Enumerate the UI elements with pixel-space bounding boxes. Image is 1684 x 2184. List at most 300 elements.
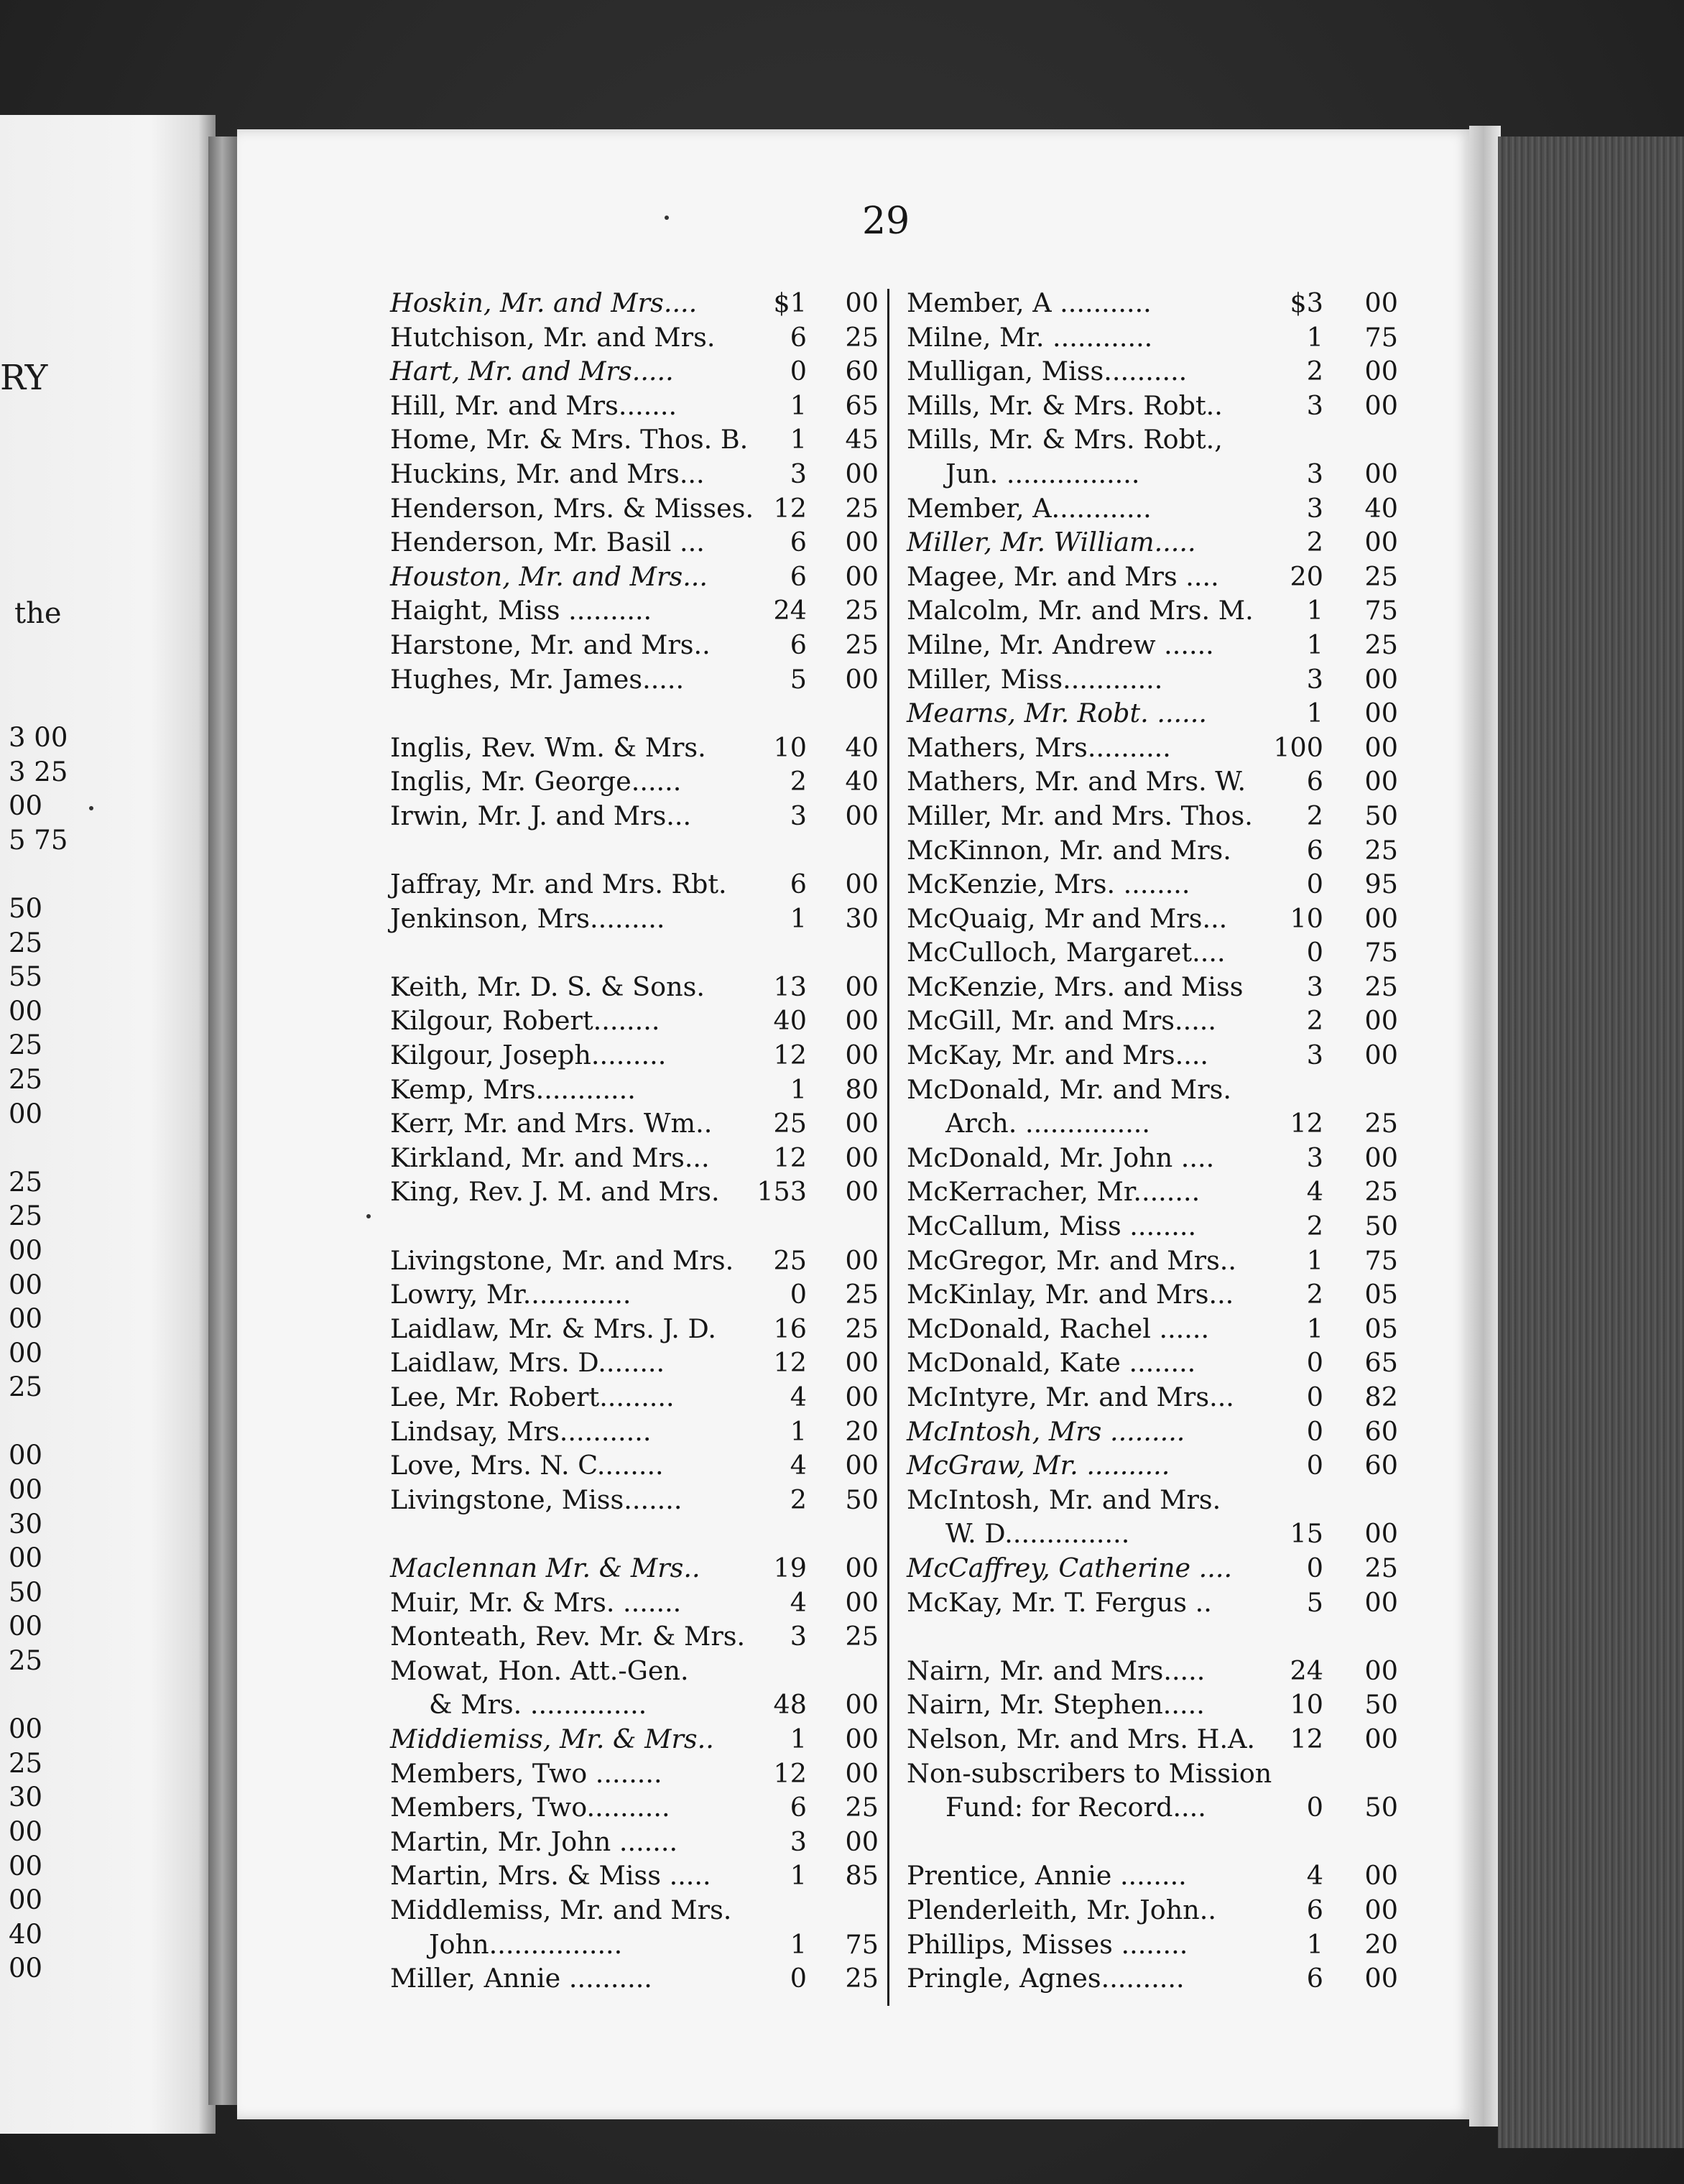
subscriber-list-right-column xyxy=(907,286,1402,1996)
subscriber-entry xyxy=(907,1380,1402,1415)
amount-cents: 00 xyxy=(845,1244,879,1276)
subscriber-name: McKay, Mr. and Mrs.... xyxy=(907,1040,1209,1071)
amount-cents: 00 xyxy=(845,527,879,558)
amount-cents: 00 xyxy=(845,1552,879,1583)
amount-cents: 95 xyxy=(1364,869,1398,900)
subscriber-entry xyxy=(390,525,879,560)
subscriber-name: Member, A............ xyxy=(907,492,1152,524)
amount-cents: 00 xyxy=(1364,1040,1398,1071)
subscriber-name: Muir, Mr. & Mrs. ....... xyxy=(390,1586,682,1618)
amount-cents: 85 xyxy=(845,1860,879,1892)
amount-cents: 00 xyxy=(845,1689,879,1721)
subscriber-name: McDonald, Rachel ...... xyxy=(907,1313,1210,1344)
subscriber-entry xyxy=(907,764,1402,799)
amount-dollars: 40 xyxy=(773,1005,807,1037)
print-speck xyxy=(665,216,669,220)
subscriber-name: Members, Two.......... xyxy=(390,1792,670,1823)
subscriber-name: Henderson, Mrs. & Misses. xyxy=(390,492,754,524)
amount-dollars: 1 xyxy=(790,1928,807,1960)
amount-cents: 75 xyxy=(1364,321,1398,353)
amount-dollars: 6 xyxy=(790,527,807,558)
amount-dollars: 0 xyxy=(1306,869,1323,900)
amount-cents: 25 xyxy=(845,1279,879,1310)
subscriber-name: Milne, Mr. Andrew ...... xyxy=(907,629,1214,660)
subscriber-entry xyxy=(907,1688,1402,1722)
amount-dollars: 24 xyxy=(773,595,807,626)
amount-cents: 00 xyxy=(845,458,879,489)
subscriber-name: Miller, Miss............ xyxy=(907,663,1163,695)
left-page-amount: 00 xyxy=(9,1234,43,1266)
book-page-block xyxy=(1498,136,1684,2148)
amount-dollars: 0 xyxy=(1306,1347,1323,1379)
amount-dollars: 1 xyxy=(1306,595,1323,626)
subscriber-entry xyxy=(907,1551,1402,1586)
amount-dollars: 6 xyxy=(790,321,807,353)
subscriber-entry xyxy=(907,628,1402,662)
amount-cents: 05 xyxy=(1364,1313,1398,1344)
subscriber-name: Mathers, Mrs.......... xyxy=(907,731,1171,763)
amount-dollars: 12 xyxy=(1290,1723,1323,1754)
amount-cents: 25 xyxy=(845,595,879,626)
amount-dollars: 4 xyxy=(1306,1860,1323,1892)
subscriber-entry xyxy=(390,1961,879,1996)
subscriber-entry xyxy=(907,320,1402,355)
left-page-amount: 00 xyxy=(9,1611,43,1642)
subscriber-name: McKinlay, Mr. and Mrs... xyxy=(907,1279,1234,1310)
amount-cents: 30 xyxy=(845,902,879,934)
subscriber-entry xyxy=(390,1722,879,1757)
amount-dollars: 1 xyxy=(790,902,807,934)
subscriber-name: Arch. ............... xyxy=(945,1108,1150,1139)
subscriber-name: Keith, Mr. D. S. & Sons. xyxy=(390,971,705,1002)
left-page-amount xyxy=(9,1131,59,1165)
subscriber-name: Member, A ........... xyxy=(907,287,1152,318)
left-page-amount: 00 xyxy=(9,1884,43,1916)
subscriber-entry xyxy=(390,1928,879,1962)
amount-cents: 00 xyxy=(1364,1586,1398,1618)
subscriber-entry xyxy=(390,1619,879,1654)
subscriber-entry xyxy=(907,662,1402,697)
subscriber-name: W. D............... xyxy=(945,1518,1130,1550)
amount-dollars: 100 xyxy=(1273,731,1323,763)
amount-dollars: 2 xyxy=(1306,1211,1323,1242)
subscriber-name: Lowry, Mr............. xyxy=(390,1279,632,1310)
amount-cents: 25 xyxy=(845,1792,879,1823)
subscriber-name: Nairn, Mr. Stephen..... xyxy=(907,1689,1205,1721)
subscriber-name: Martin, Mr. John ....... xyxy=(390,1826,678,1857)
amount-dollars: 2 xyxy=(1306,1279,1323,1310)
left-page-amount: 55 xyxy=(9,961,43,993)
subscriber-name: & Mrs. .............. xyxy=(429,1689,647,1721)
left-page-amount: 00 xyxy=(9,1269,43,1300)
section-spacer xyxy=(907,1825,1402,1859)
amount-dollars: 1 xyxy=(790,424,807,455)
subscriber-name: Livingstone, Miss....... xyxy=(390,1484,683,1515)
subscriber-name: Mills, Mr. & Mrs. Robt., xyxy=(907,424,1223,455)
subscriber-name: Mills, Mr. & Mrs. Robt.. xyxy=(907,389,1223,421)
subscriber-entry xyxy=(390,1244,879,1278)
subscriber-entry xyxy=(907,1312,1402,1346)
left-page-amount: 00 xyxy=(9,1953,43,1984)
subscriber-name: Phillips, Misses ........ xyxy=(907,1928,1188,1960)
subscriber-entry xyxy=(907,935,1402,970)
amount-cents: 25 xyxy=(1364,1176,1398,1208)
amount-cents: 00 xyxy=(1364,1894,1398,1925)
amount-cents: 00 xyxy=(1364,902,1398,934)
amount-dollars: 2 xyxy=(1306,800,1323,831)
subscriber-name: Mowat, Hon. Att.-Gen. xyxy=(390,1655,689,1686)
subscriber-entry xyxy=(390,1415,879,1449)
subscriber-name: Mulligan, Miss.......... xyxy=(907,356,1188,387)
print-speck xyxy=(89,806,93,810)
amount-cents: 25 xyxy=(1364,834,1398,866)
subscriber-name: Middlemiss, Mr. and Mrs. xyxy=(390,1894,732,1925)
amount-cents: 00 xyxy=(1364,527,1398,558)
subscriber-entry xyxy=(390,593,879,628)
subscriber-entry xyxy=(907,422,1402,457)
amount-dollars: 4 xyxy=(790,1450,807,1481)
subscriber-name: Kemp, Mrs............ xyxy=(390,1073,636,1105)
subscriber-entry xyxy=(907,1277,1402,1312)
subscriber-entry xyxy=(390,1004,879,1038)
amount-cents: 60 xyxy=(1364,1415,1398,1447)
subscriber-entry xyxy=(907,1038,1402,1073)
subscriber-name: McCallum, Miss ........ xyxy=(907,1211,1197,1242)
amount-dollars: 3 xyxy=(1306,492,1323,524)
subscriber-name: McKinnon, Mr. and Mrs. xyxy=(907,834,1231,866)
amount-dollars: 13 xyxy=(773,971,807,1002)
amount-dollars: 16 xyxy=(773,1313,807,1344)
amount-cents: 00 xyxy=(1364,1142,1398,1173)
amount-dollars: 0 xyxy=(1306,937,1323,968)
subscriber-name: Houston, Mr. and Mrs... xyxy=(390,560,708,592)
amount-cents: 75 xyxy=(845,1928,879,1960)
subscriber-name: Members, Two ........ xyxy=(390,1757,662,1789)
left-page-amount: 00 xyxy=(9,1713,43,1745)
amount-cents: 00 xyxy=(845,287,879,318)
amount-dollars: 6 xyxy=(790,869,807,900)
amount-dollars: 6 xyxy=(1306,1963,1323,1994)
subscriber-entry xyxy=(907,525,1402,560)
subscriber-name: Magee, Mr. and Mrs .... xyxy=(907,560,1219,592)
subscriber-entry xyxy=(907,389,1402,423)
amount-cents: 75 xyxy=(1364,937,1398,968)
subscriber-entry xyxy=(390,1175,879,1209)
subscriber-entry xyxy=(390,1312,879,1346)
subscriber-entry xyxy=(907,1175,1402,1209)
amount-dollars: $1 xyxy=(773,287,807,318)
amount-dollars: 4 xyxy=(790,1382,807,1412)
left-page-amount: 40 xyxy=(9,1918,43,1950)
amount-dollars: 1 xyxy=(790,389,807,421)
print-speck xyxy=(366,1214,371,1218)
section-spacer xyxy=(390,1517,879,1551)
left-page-amount: 25 xyxy=(9,1645,43,1677)
subscriber-entry xyxy=(390,1483,879,1517)
left-page-amount: 50 xyxy=(9,892,43,924)
amount-cents: 00 xyxy=(845,663,879,695)
subscriber-name: Mathers, Mr. and Mrs. W. xyxy=(907,766,1246,797)
amount-dollars: 25 xyxy=(773,1244,807,1276)
amount-cents: 00 xyxy=(845,1347,879,1379)
subscriber-name: McKerracher, Mr........ xyxy=(907,1176,1200,1208)
amount-dollars: 1 xyxy=(1306,698,1323,729)
amount-dollars: 3 xyxy=(790,1826,807,1857)
amount-dollars: 24 xyxy=(1290,1655,1323,1686)
subscriber-entry xyxy=(907,1654,1402,1688)
amount-cents: 00 xyxy=(845,971,879,1002)
amount-dollars: 1 xyxy=(790,1415,807,1447)
left-page-amount: 00 xyxy=(9,1098,43,1129)
subscriber-name: Livingstone, Mr. and Mrs. xyxy=(390,1244,734,1276)
subscriber-entry xyxy=(907,457,1402,491)
subscriber-name: Jun. ................ xyxy=(945,458,1140,489)
amount-dollars: 3 xyxy=(790,458,807,489)
amount-cents: 50 xyxy=(1364,1211,1398,1242)
left-page-amount: 25 xyxy=(9,1200,43,1232)
subscriber-name: Middiemiss, Mr. & Mrs.. xyxy=(390,1723,714,1754)
left-page-amount xyxy=(9,1405,59,1439)
left-page-heading-fragment: RY xyxy=(0,358,48,398)
amount-cents: 00 xyxy=(845,1040,879,1071)
left-page-amount: 00 xyxy=(9,1816,43,1847)
amount-cents: 25 xyxy=(1364,560,1398,592)
amount-cents: 00 xyxy=(1364,1860,1398,1892)
amount-cents: 25 xyxy=(845,321,879,353)
amount-dollars: 0 xyxy=(1306,1415,1323,1447)
amount-dollars: 153 xyxy=(757,1176,807,1208)
subscriber-name: Nelson, Mr. and Mrs. H.A. xyxy=(907,1723,1256,1754)
amount-dollars: 2 xyxy=(1306,356,1323,387)
subscriber-name: Home, Mr. & Mrs. Thos. B. xyxy=(390,424,749,455)
subscriber-entry xyxy=(907,1790,1402,1825)
left-page-amount: 30 xyxy=(9,1508,43,1540)
amount-dollars: 12 xyxy=(773,1757,807,1789)
amount-dollars: 6 xyxy=(1306,834,1323,866)
amount-cents: 60 xyxy=(845,356,879,387)
amount-dollars: 1 xyxy=(1306,321,1323,353)
subscriber-entry xyxy=(907,354,1402,389)
amount-cents: 00 xyxy=(1364,1005,1398,1037)
subscriber-name: McKay, Mr. T. Fergus .. xyxy=(907,1586,1212,1618)
amount-cents: 00 xyxy=(1364,1518,1398,1550)
subscriber-name: Plenderleith, Mr. John.. xyxy=(907,1894,1216,1925)
subscriber-name: Fund: for Record.... xyxy=(945,1792,1206,1823)
subscriber-name: Hill, Mr. and Mrs....... xyxy=(390,389,677,421)
amount-cents: 00 xyxy=(845,1586,879,1618)
subscriber-name: Miller, Annie .......... xyxy=(390,1963,652,1994)
subscriber-entry xyxy=(907,1004,1402,1038)
subscriber-entry xyxy=(390,1073,879,1107)
subscriber-name: Kerr, Mr. and Mrs. Wm.. xyxy=(390,1108,713,1139)
amount-dollars: 12 xyxy=(1290,1108,1323,1139)
subscriber-entry xyxy=(907,1209,1402,1244)
subscriber-entry xyxy=(907,1859,1402,1893)
left-page-amounts xyxy=(9,721,68,1986)
amount-cents: 00 xyxy=(845,800,879,831)
amount-cents: 82 xyxy=(1364,1382,1398,1412)
subscriber-name: Kirkland, Mr. and Mrs... xyxy=(390,1142,710,1173)
subscriber-name: Laidlaw, Mr. & Mrs. J. D. xyxy=(390,1313,717,1344)
subscriber-entry xyxy=(390,1688,879,1722)
amount-dollars: 3 xyxy=(1306,1142,1323,1173)
amount-cents: 40 xyxy=(845,731,879,763)
amount-cents: 00 xyxy=(845,1757,879,1789)
amount-cents: 00 xyxy=(845,1142,879,1173)
subscriber-name: Jenkinson, Mrs......... xyxy=(390,902,665,934)
amount-cents: 45 xyxy=(845,424,879,455)
subscriber-entry xyxy=(390,764,879,799)
subscriber-entry xyxy=(390,354,879,389)
subscriber-entry xyxy=(390,628,879,662)
subscriber-name: McIntosh, Mrs ......... xyxy=(907,1415,1185,1447)
amount-dollars: 48 xyxy=(773,1689,807,1721)
amount-cents: 00 xyxy=(1364,663,1398,695)
subscriber-name: McDonald, Kate ........ xyxy=(907,1347,1196,1379)
subscriber-name: Henderson, Mr. Basil ... xyxy=(390,527,705,558)
amount-dollars: 4 xyxy=(1306,1176,1323,1208)
subscriber-name: Pringle, Agnes.......... xyxy=(907,1963,1185,1994)
subscriber-entry xyxy=(907,1106,1402,1141)
amount-cents: 75 xyxy=(1364,595,1398,626)
subscriber-name: McGraw, Mr. .......... xyxy=(907,1450,1170,1481)
amount-cents: 25 xyxy=(1364,629,1398,660)
amount-dollars: 1 xyxy=(790,1860,807,1892)
subscriber-entry xyxy=(390,1380,879,1415)
amount-dollars: 3 xyxy=(1306,389,1323,421)
subscriber-entry xyxy=(907,1517,1402,1551)
subscriber-name: McKenzie, Mrs. and Miss xyxy=(907,971,1244,1002)
subscriber-entry xyxy=(907,1483,1402,1517)
amount-dollars: 3 xyxy=(1306,663,1323,695)
amount-cents: 25 xyxy=(845,1313,879,1344)
subscriber-entry xyxy=(907,1928,1402,1962)
left-page-text-fragment: the xyxy=(14,597,62,630)
left-page-amount: 00 xyxy=(9,995,43,1027)
left-page-amount: 3 25 xyxy=(9,756,68,787)
amount-dollars: 6 xyxy=(1306,1894,1323,1925)
subscriber-entry xyxy=(390,320,879,355)
amount-cents: 00 xyxy=(845,1108,879,1139)
amount-cents: 00 xyxy=(845,869,879,900)
subscriber-name: Huckins, Mr. and Mrs... xyxy=(390,458,705,489)
amount-cents: 00 xyxy=(1364,287,1398,318)
subscriber-entry xyxy=(390,1790,879,1825)
subscriber-entry xyxy=(390,1654,879,1688)
amount-dollars: 6 xyxy=(790,560,807,592)
amount-dollars: 10 xyxy=(1290,1689,1323,1721)
amount-dollars: 1 xyxy=(790,1723,807,1754)
left-page-amount: 00 xyxy=(9,1474,43,1506)
amount-dollars: 19 xyxy=(773,1552,807,1583)
subscriber-name: McIntyre, Mr. and Mrs... xyxy=(907,1382,1234,1412)
amount-cents: 20 xyxy=(845,1415,879,1447)
amount-dollars: 10 xyxy=(1290,902,1323,934)
amount-cents: 00 xyxy=(845,560,879,592)
amount-dollars: 5 xyxy=(1306,1586,1323,1618)
amount-dollars: 0 xyxy=(790,1279,807,1310)
subscriber-name: McGregor, Mr. and Mrs.. xyxy=(907,1244,1237,1276)
amount-dollars: 3 xyxy=(1306,971,1323,1002)
subscriber-entry xyxy=(390,1038,879,1073)
amount-cents: 00 xyxy=(1364,766,1398,797)
amount-dollars: 1 xyxy=(1306,1313,1323,1344)
amount-cents: 00 xyxy=(1364,458,1398,489)
subscriber-entry xyxy=(390,560,879,594)
subscriber-name: Maclennan Mr. & Mrs.. xyxy=(390,1552,700,1583)
subscriber-entry xyxy=(390,731,879,765)
subscriber-entry xyxy=(390,1551,879,1586)
subscriber-entry xyxy=(907,593,1402,628)
section-spacer xyxy=(390,935,879,970)
subscriber-entry xyxy=(907,1586,1402,1620)
subscriber-entry xyxy=(907,1893,1402,1928)
subscriber-name: Haight, Miss .......... xyxy=(390,595,652,626)
left-page-amount xyxy=(9,1678,59,1713)
subscriber-name: McKenzie, Mrs. ........ xyxy=(907,869,1190,900)
amount-cents: 50 xyxy=(1364,800,1398,831)
left-page-amount: 5 75 xyxy=(9,824,68,856)
subscriber-name: Prentice, Annie ........ xyxy=(907,1860,1187,1892)
amount-cents: 75 xyxy=(1364,1244,1398,1276)
amount-cents: 25 xyxy=(1364,971,1398,1002)
subscriber-entry xyxy=(907,1141,1402,1175)
subscriber-entry xyxy=(907,560,1402,594)
column-divider xyxy=(887,289,889,2006)
left-page-amount: 25 xyxy=(9,1063,43,1095)
subscriber-name: McDonald, Mr. and Mrs. xyxy=(907,1073,1231,1105)
amount-dollars: 5 xyxy=(790,663,807,695)
amount-cents: 00 xyxy=(1364,698,1398,729)
subscriber-entry xyxy=(390,1106,879,1141)
subscriber-entry xyxy=(907,1415,1402,1449)
left-page-amount: 00 xyxy=(9,1440,43,1471)
page-number: 29 xyxy=(862,200,910,243)
amount-cents: 20 xyxy=(1364,1928,1398,1960)
subscriber-entry xyxy=(390,1859,879,1893)
amount-dollars: 2 xyxy=(790,766,807,797)
subscriber-name: Love, Mrs. N. C........ xyxy=(390,1450,664,1481)
left-page-amount: 00 xyxy=(9,1850,43,1882)
subscriber-name: Kilgour, Joseph......... xyxy=(390,1040,667,1071)
amount-dollars: 0 xyxy=(1306,1382,1323,1412)
amount-dollars: 12 xyxy=(773,1142,807,1173)
subscriber-name: Non-subscribers to Mission xyxy=(907,1757,1272,1789)
subscriber-name: McGill, Mr. and Mrs..... xyxy=(907,1005,1217,1037)
subscriber-name: McQuaig, Mr and Mrs... xyxy=(907,902,1228,934)
amount-dollars: 12 xyxy=(773,1040,807,1071)
subscriber-name: Lindsay, Mrs........... xyxy=(390,1415,652,1447)
subscriber-entry xyxy=(907,799,1402,833)
amount-dollars: 10 xyxy=(773,731,807,763)
subscriber-name: Harstone, Mr. and Mrs.. xyxy=(390,629,711,660)
amount-cents: 25 xyxy=(845,492,879,524)
amount-cents: 00 xyxy=(1364,356,1398,387)
subscriber-entry xyxy=(907,1961,1402,1996)
amount-cents: 25 xyxy=(845,629,879,660)
amount-cents: 00 xyxy=(845,1723,879,1754)
subscriber-entry xyxy=(907,1244,1402,1278)
amount-cents: 00 xyxy=(1364,389,1398,421)
amount-dollars: 2 xyxy=(790,1484,807,1515)
subscriber-entry xyxy=(390,1825,879,1859)
subscriber-entry xyxy=(907,833,1402,868)
amount-dollars: 20 xyxy=(1290,560,1323,592)
amount-cents: 25 xyxy=(845,1621,879,1652)
amount-cents: 00 xyxy=(845,1382,879,1412)
amount-dollars: 25 xyxy=(773,1108,807,1139)
amount-cents: 25 xyxy=(845,1963,879,1994)
